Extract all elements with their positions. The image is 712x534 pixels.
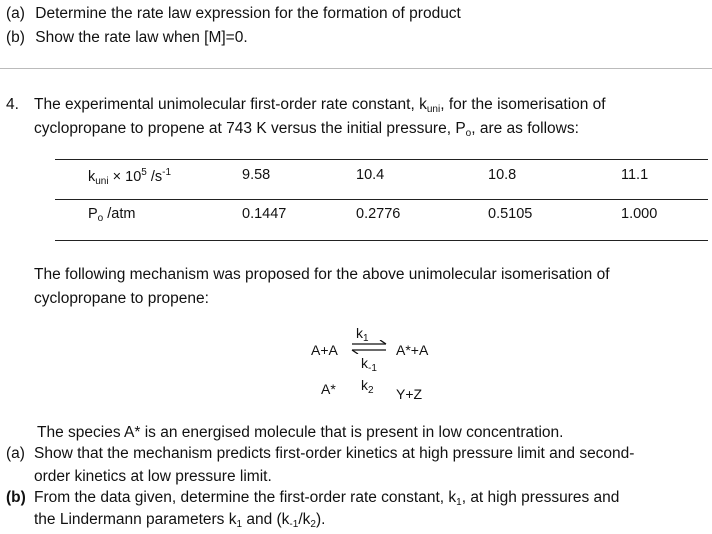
pressure-value-2: 0.2776 <box>356 206 401 222</box>
kuni-value-1: 9.58 <box>242 167 271 183</box>
step1-reactants: A+A <box>311 342 338 358</box>
kuni-value-2: 10.4 <box>356 167 385 183</box>
intro-b-marker: (b) <box>6 29 25 46</box>
part-a-line-2: order kinetics at low pressure limit. <box>34 468 272 485</box>
equilibrium-arrow-icon <box>350 340 390 354</box>
step1-products: A*+A <box>396 342 429 358</box>
step2-products: Y+Z <box>396 386 423 402</box>
part-a-marker: (a) <box>6 445 25 462</box>
row-kuni-label: $k_{uni} \times 10^5$ $/s^{-1}$ <box>88 167 172 187</box>
k1-label: $k_1$ <box>356 325 369 344</box>
question-line-2: cyclopropane to propene at 743 K versus the initial pressure, Po, are as follows: <box>34 120 579 139</box>
table-rule-top <box>55 159 708 160</box>
pressure-value-4: 1.000 <box>621 206 658 222</box>
part-a-line-1: Show that the mechanism predicts first-order kinetics at high pressure limit and second- <box>34 445 635 462</box>
part-b-marker: (b) <box>6 489 26 506</box>
mechanism-intro-line-1: The following mechanism was proposed for the above unimolecular isomerisation of <box>34 266 610 283</box>
table-rule-middle <box>55 199 708 200</box>
question-number: 4. <box>6 96 19 113</box>
kuni-value-3: 10.8 <box>488 167 517 183</box>
k-1-label: $k_{-1}$ <box>361 355 377 374</box>
k2-label: $k_2$ <box>361 377 374 396</box>
species-note: The species A* is an energised molecule that is present in low concentration. <box>37 424 564 441</box>
part-b-line-2: the Lindermann parameters k1 and (k-1/k2). <box>34 511 326 530</box>
intro-a-marker: (a) <box>6 5 25 22</box>
section-divider <box>0 68 712 69</box>
row-pressure-label: $P_o$ /atm <box>88 206 136 224</box>
intro-item-a <box>6 4 461 24</box>
intro-b-text: Show the rate law when [M]=0. <box>35 29 248 46</box>
pressure-value-1: 0.1447 <box>242 206 287 222</box>
intro-a-text: Determine the rate law expression for the formation of product <box>35 5 461 22</box>
mechanism-intro-line-2: cyclopropane to propene: <box>34 290 209 307</box>
intro-item-b <box>6 28 248 48</box>
part-b-line-1: From the data given, determine the first-order rate constant, k1, at high pressures and <box>34 489 620 508</box>
table-rule-bottom <box>55 240 708 241</box>
step2-reactant: A* <box>321 381 336 397</box>
kuni-value-4: 11.1 <box>621 167 649 183</box>
pressure-value-3: 0.5105 <box>488 206 533 222</box>
question-line-1: The experimental unimolecular first-order rate constant, kuni, for the isomerisation of <box>34 96 606 115</box>
